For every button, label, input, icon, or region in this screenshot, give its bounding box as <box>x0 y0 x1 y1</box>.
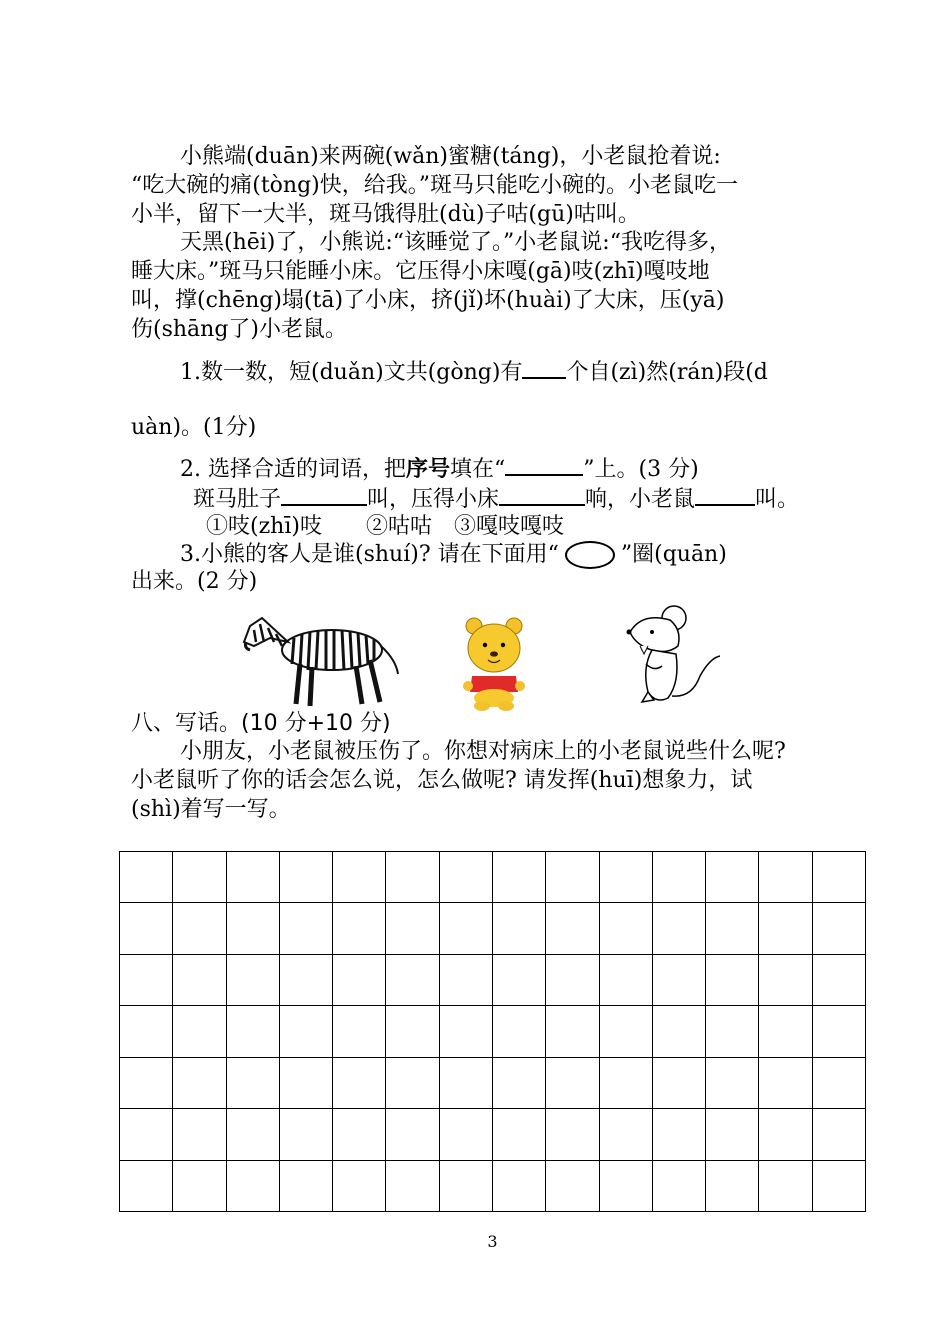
grid-cell[interactable] <box>226 852 279 903</box>
grid-cell[interactable] <box>279 1109 332 1160</box>
grid-cell[interactable] <box>759 1109 812 1160</box>
grid-cell[interactable] <box>439 852 492 903</box>
grid-cell[interactable] <box>812 1006 865 1057</box>
grid-cell[interactable] <box>173 954 226 1005</box>
grid-cell[interactable] <box>492 1109 545 1160</box>
grid-cell[interactable] <box>492 1160 545 1211</box>
q2-text-b: 填在“ <box>450 457 506 482</box>
grid-cell[interactable] <box>759 1006 812 1057</box>
grid-cell[interactable] <box>706 1109 759 1160</box>
grid-cell[interactable] <box>333 1006 386 1057</box>
grid-cell[interactable] <box>173 852 226 903</box>
grid-cell[interactable] <box>386 903 439 954</box>
grid-cell[interactable] <box>652 852 705 903</box>
q2-blank-3[interactable] <box>695 484 755 506</box>
grid-cell[interactable] <box>333 954 386 1005</box>
grid-cell[interactable] <box>652 903 705 954</box>
zebra-image[interactable] <box>240 612 402 710</box>
question-2-sentence <box>193 484 799 514</box>
grid-cell[interactable] <box>386 1057 439 1108</box>
grid-cell[interactable] <box>812 1109 865 1160</box>
grid-cell[interactable] <box>333 852 386 903</box>
q2-s4: 叫。 <box>755 487 800 512</box>
grid-cell[interactable] <box>226 1160 279 1211</box>
mouse-image[interactable] <box>622 602 726 714</box>
grid-cell[interactable] <box>599 1006 652 1057</box>
grid-cell[interactable] <box>279 1057 332 1108</box>
passage-line-7: 伤(shāng了)小老鼠。 <box>131 317 347 342</box>
grid-cell[interactable] <box>279 954 332 1005</box>
grid-cell[interactable] <box>333 903 386 954</box>
passage-line-5: 睡大床。”斑马只能睡小床。它压得小床嘎(gā)吱(zhī)嘎吱地 <box>131 259 710 284</box>
grid-cell[interactable] <box>706 1006 759 1057</box>
q2-blank-1[interactable] <box>281 484 367 506</box>
grid-cell[interactable] <box>812 1160 865 1211</box>
grid-cell[interactable] <box>492 903 545 954</box>
grid-cell[interactable] <box>120 1006 173 1057</box>
grid-cell[interactable] <box>279 852 332 903</box>
grid-cell[interactable] <box>652 1006 705 1057</box>
grid-cell[interactable] <box>120 852 173 903</box>
grid-cell[interactable] <box>492 1006 545 1057</box>
grid-cell[interactable] <box>599 852 652 903</box>
grid-cell[interactable] <box>439 1057 492 1108</box>
grid-cell[interactable] <box>652 1160 705 1211</box>
question-1 <box>180 357 768 387</box>
grid-cell[interactable] <box>386 852 439 903</box>
section-8-heading: 八、写话。(10 分+10 分) <box>131 711 391 736</box>
question-1-cont: uàn)。(1分) <box>131 415 257 440</box>
grid-cell[interactable] <box>546 1160 599 1211</box>
grid-cell[interactable] <box>439 903 492 954</box>
writing-grid[interactable] <box>119 851 866 1212</box>
grid-cell[interactable] <box>599 1160 652 1211</box>
grid-cell[interactable] <box>759 903 812 954</box>
grid-cell[interactable] <box>706 954 759 1005</box>
grid-cell[interactable] <box>226 1109 279 1160</box>
grid-cell[interactable] <box>226 903 279 954</box>
grid-row <box>120 903 866 954</box>
question-2-options: ①吱(zhī)吱 ②咕咕 ③嘎吱嘎吱 <box>206 514 564 539</box>
grid-row <box>120 1109 866 1160</box>
grid-cell[interactable] <box>333 1057 386 1108</box>
q2-blank-2[interactable] <box>499 484 585 506</box>
grid-row <box>120 852 866 903</box>
grid-cell[interactable] <box>812 954 865 1005</box>
passage-line-2: “吃大碗的痛(tòng)快，给我。”斑马只能吃小碗的。小老鼠吃一 <box>131 173 738 198</box>
q1-text-after: 个自(zì)然(rán)段(d <box>566 360 768 385</box>
q1-text-before: 1.数一数，短(duǎn)文共(gòng)有 <box>180 360 523 385</box>
grid-cell[interactable] <box>226 1006 279 1057</box>
grid-cell[interactable] <box>546 1109 599 1160</box>
grid-cell[interactable] <box>279 1160 332 1211</box>
page-number: 3 <box>487 1232 498 1251</box>
grid-cell[interactable] <box>546 954 599 1005</box>
q2-sample-blank <box>505 454 583 476</box>
grid-cell[interactable] <box>226 954 279 1005</box>
q2-s1: 斑马肚子 <box>193 487 282 512</box>
grid-cell[interactable] <box>599 903 652 954</box>
grid-cell[interactable] <box>492 852 545 903</box>
q2-s3: 响，小老鼠 <box>585 487 696 512</box>
grid-cell[interactable] <box>120 903 173 954</box>
grid-cell[interactable] <box>546 852 599 903</box>
q2-s2: 叫，压得小床 <box>367 487 500 512</box>
grid-cell[interactable] <box>706 903 759 954</box>
oval-icon <box>565 541 615 569</box>
grid-cell[interactable] <box>120 1057 173 1108</box>
grid-cell[interactable] <box>599 1057 652 1108</box>
grid-cell[interactable] <box>439 954 492 1005</box>
section-8-line-2: 小老鼠听了你的话会怎么说，怎么做呢? 请发挥(huī)想象力，试 <box>131 768 753 793</box>
grid-cell[interactable] <box>706 1057 759 1108</box>
grid-cell[interactable] <box>173 903 226 954</box>
grid-cell[interactable] <box>333 1109 386 1160</box>
grid-cell[interactable] <box>812 852 865 903</box>
grid-cell[interactable] <box>439 1006 492 1057</box>
grid-cell[interactable] <box>120 1160 173 1211</box>
grid-cell[interactable] <box>386 1006 439 1057</box>
passage-line-4: 天黑(hēi)了，小熊说:“该睡觉了。”小老鼠说:“我吃得多， <box>180 230 731 255</box>
grid-cell[interactable] <box>439 1109 492 1160</box>
grid-cell[interactable] <box>279 1006 332 1057</box>
grid-cell[interactable] <box>599 1109 652 1160</box>
grid-cell[interactable] <box>546 1006 599 1057</box>
grid-cell[interactable] <box>439 1160 492 1211</box>
grid-cell[interactable] <box>759 1057 812 1108</box>
grid-cell[interactable] <box>759 852 812 903</box>
grid-cell[interactable] <box>386 1160 439 1211</box>
grid-cell[interactable] <box>492 954 545 1005</box>
section-8-line-3: (shì)着写一写。 <box>131 797 291 822</box>
grid-cell[interactable] <box>599 954 652 1005</box>
grid-cell[interactable] <box>652 1109 705 1160</box>
grid-cell[interactable] <box>279 903 332 954</box>
question-3-cont: 出来。(2 分) <box>131 569 258 594</box>
grid-cell[interactable] <box>173 1006 226 1057</box>
grid-cell[interactable] <box>812 1057 865 1108</box>
grid-cell[interactable] <box>706 852 759 903</box>
grid-cell[interactable] <box>386 954 439 1005</box>
grid-cell[interactable] <box>706 1160 759 1211</box>
q3-text-a: 3.小熊的客人是谁(shuí)? 请在下面用“ <box>180 542 559 567</box>
passage-line-6: 叫，撑(chēng)塌(tā)了小床，挤(jǐ)坏(huài)了大床，压(yā) <box>131 288 725 313</box>
grid-cell[interactable] <box>492 1057 545 1108</box>
grid-row <box>120 954 866 1005</box>
grid-cell[interactable] <box>546 903 599 954</box>
grid-cell[interactable] <box>120 1109 173 1160</box>
grid-cell[interactable] <box>173 1160 226 1211</box>
q2-text-c: ”上。(3 分) <box>583 457 699 482</box>
section-8-line-1: 小朋友，小老鼠被压伤了。你想对病床上的小老鼠说些什么呢? <box>180 739 786 764</box>
question-3 <box>180 541 727 569</box>
grid-cell[interactable] <box>120 954 173 1005</box>
grid-cell[interactable] <box>759 954 812 1005</box>
grid-cell[interactable] <box>652 954 705 1005</box>
passage-line-3: 小半，留下一大半，斑马饿得肚(dù)子咕(gū)咕叫。 <box>131 202 640 227</box>
grid-cell[interactable] <box>652 1057 705 1108</box>
passage-line-1: 小熊端(duān)来两碗(wǎn)蜜糖(táng)，小老鼠抢着说: <box>180 144 721 169</box>
grid-cell[interactable] <box>546 1057 599 1108</box>
q1-answer-blank[interactable] <box>522 357 566 379</box>
q3-text-b: ”圈(quān) <box>620 542 727 567</box>
grid-cell[interactable] <box>173 1057 226 1108</box>
grid-cell[interactable] <box>333 1160 386 1211</box>
bear-image[interactable] <box>462 612 526 712</box>
grid-cell[interactable] <box>812 903 865 954</box>
q2-text-a: 2. 选择合适的词语，把 <box>180 457 406 482</box>
grid-cell[interactable] <box>386 1109 439 1160</box>
q2-bold-word: 序号 <box>405 456 450 482</box>
grid-cell[interactable] <box>173 1109 226 1160</box>
grid-cell[interactable] <box>226 1057 279 1108</box>
grid-row <box>120 1160 866 1211</box>
grid-row <box>120 1006 866 1057</box>
question-2 <box>180 454 699 484</box>
grid-row <box>120 1057 866 1108</box>
grid-cell[interactable] <box>759 1160 812 1211</box>
